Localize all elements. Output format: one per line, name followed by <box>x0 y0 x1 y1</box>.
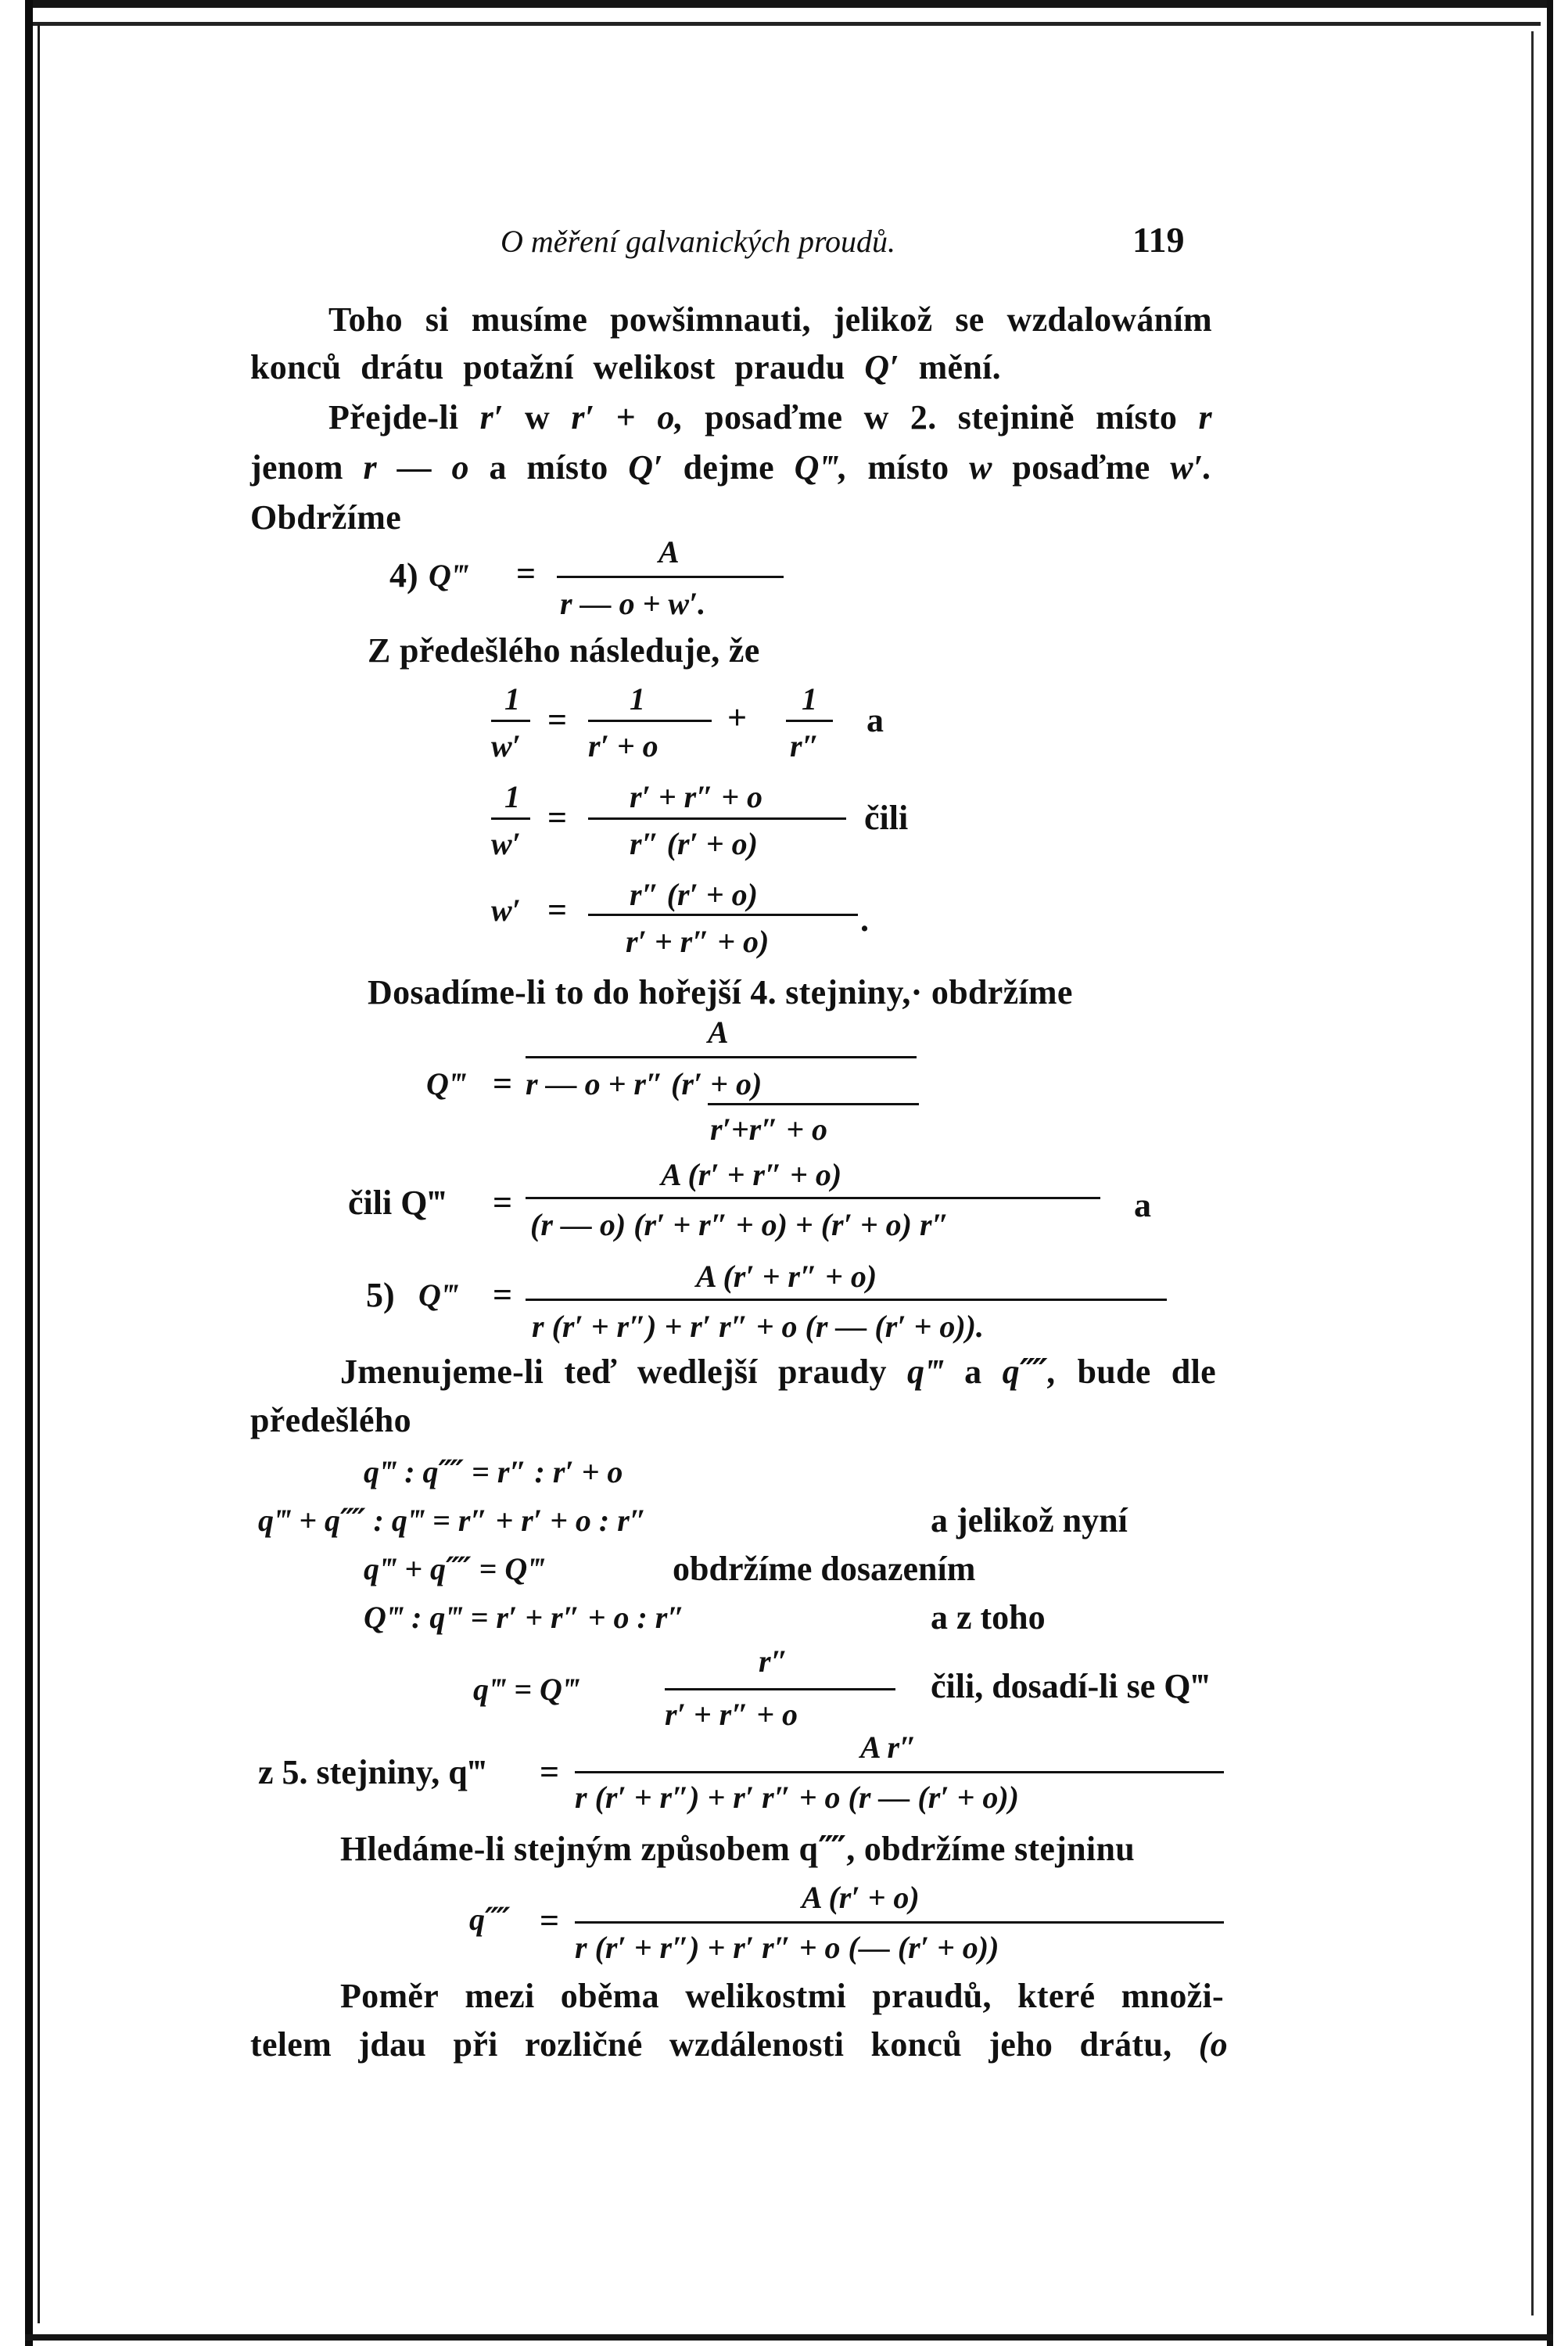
equals-sign: = <box>516 555 536 593</box>
fraction-bar <box>665 1688 895 1690</box>
word: a <box>964 1353 982 1391</box>
equals-sign: = <box>547 799 568 837</box>
math-symbol: — <box>396 448 432 487</box>
fraction-bar <box>786 720 833 722</box>
fraction-numerator: r′ + r″ + o <box>630 779 763 814</box>
math-symbol: Q′ <box>864 348 899 386</box>
word: a <box>489 448 507 487</box>
conjunction-text: a <box>867 701 884 739</box>
fraction-denominator: r — o + r″ (r′ + o) <box>526 1066 762 1101</box>
fraction-numerator: 1 <box>504 681 520 717</box>
fraction-bar <box>526 1197 1100 1199</box>
plus-sign: + <box>727 699 748 737</box>
fraction-bar <box>588 720 712 722</box>
fraction-numerator: r″ <box>759 1644 788 1679</box>
word: jeho <box>989 2025 1053 2064</box>
word: w <box>525 398 551 437</box>
math-symbol: r′ <box>571 398 595 437</box>
punctuation: . <box>860 900 869 939</box>
paragraph-1-line-2 <box>250 347 1001 387</box>
proportion-expression: q‴ + q⁗ = Q‴ <box>364 1551 545 1586</box>
math-symbol: w′. <box>1170 448 1212 487</box>
word: dejme <box>683 448 774 487</box>
fraction-bar <box>526 1056 917 1058</box>
word: místo <box>1096 398 1178 437</box>
equation-lhs: Q‴ <box>429 558 469 593</box>
page-number: 119 <box>1132 220 1185 260</box>
fraction-denominator: r′ + r″ + o) <box>626 924 770 959</box>
word: musíme <box>471 300 588 339</box>
equation-lhs: Q‴ <box>418 1277 459 1313</box>
math-symbol: Q‴, <box>794 448 848 487</box>
equation-lhs: z 5. stejniny, q‴ <box>258 1753 486 1791</box>
word: wzdalowáním <box>1006 300 1212 339</box>
word: wzdálenosti <box>669 2025 845 2064</box>
fraction-numerator: r″ (r′ + o) <box>630 877 758 912</box>
fraction-denominator: (r — o) (r′ + r″ + o) + (r′ + o) r″ <box>530 1207 949 1242</box>
proportion-comment: a z toho <box>931 1598 1046 1636</box>
proportion-expression: q‴ : q⁗ = r″ : r′ + o <box>364 1454 623 1489</box>
word: místo <box>867 448 949 487</box>
equals-sign: = <box>540 1902 560 1940</box>
fraction-numerator: A r″ <box>860 1730 917 1765</box>
conjunction-text: čili <box>864 799 909 837</box>
math-symbol: r′ <box>479 398 504 437</box>
word: powšimnauti, <box>610 300 811 339</box>
word: wedlejší <box>637 1353 758 1391</box>
equals-sign: = <box>547 701 568 739</box>
fraction-bar <box>491 817 530 820</box>
text-z-predesleho: Z předešlého následuje, že <box>368 631 760 670</box>
math-symbol: o <box>451 448 469 487</box>
word: drátu, <box>1079 2025 1172 2064</box>
word: si <box>425 300 449 339</box>
math-symbol: q⁗, <box>1002 1353 1057 1391</box>
text-hledame: Hledáme-li stejným způsobem q⁗, obdržíme stejninu <box>340 1830 1136 1868</box>
fraction-denominator: r″ (r′ + o) <box>630 826 758 861</box>
fraction-numerator: A (r′ + r″ + o) <box>696 1259 877 1294</box>
fraction-numerator: A <box>708 1015 729 1050</box>
fraction-denominator: w′ <box>491 728 521 763</box>
scan-border-right-inner <box>1531 31 1534 2315</box>
word: Přejde-li <box>328 398 459 437</box>
scan-border-left-inner <box>38 23 40 2323</box>
equation-lhs: q‴ = Q‴ <box>473 1672 580 1707</box>
word: konců <box>870 2025 962 2064</box>
word: bude <box>1077 1353 1151 1391</box>
scan-border-bottom <box>25 2334 1553 2341</box>
fraction-denominator: r″ <box>790 728 820 763</box>
equals-sign: = <box>493 1276 513 1314</box>
fraction-bar <box>491 720 530 722</box>
equation-label: 5) <box>366 1276 395 1314</box>
word: telem <box>250 2025 332 2064</box>
word: konců <box>250 348 342 386</box>
word: Poměr <box>340 1977 440 2015</box>
word: praudy <box>778 1353 887 1391</box>
fraction-denominator: r′ + r″ + o <box>665 1697 798 1732</box>
comment-text: čili, dosadí-li se Q‴ <box>931 1667 1210 1705</box>
fraction-denominator: r (r′ + r″) + r′ r″ + o (r — (r′ + o)). <box>532 1309 984 1344</box>
fraction-bar <box>526 1299 1167 1301</box>
math-symbol: + <box>615 398 637 437</box>
paragraph-3-line-1 <box>340 1352 1216 1392</box>
paragraph-2-line-3: Obdržíme <box>250 498 402 537</box>
math-symbol: o, <box>657 398 684 437</box>
math-symbol: r <box>363 448 377 487</box>
proportion-expression: Q‴ : q‴ = r′ + r″ + o : r″ <box>364 1600 685 1635</box>
scan-border-top-inner <box>31 22 1541 26</box>
scan-border-left <box>25 0 33 2346</box>
word: teď <box>564 1353 617 1391</box>
word: místo <box>526 448 608 487</box>
fraction-denominator: r (r′ + r″) + r′ r″ + o (— (r′ + o)) <box>575 1930 999 1965</box>
fraction-numerator: A (r′ + o) <box>802 1880 920 1915</box>
equals-sign: = <box>547 891 568 929</box>
word: w <box>863 398 889 437</box>
inner-fraction-denominator: r′+r″ + o <box>710 1112 828 1147</box>
word: posaďme <box>1012 448 1150 487</box>
fraction-bar <box>557 576 784 578</box>
word: praudu <box>734 348 845 386</box>
word: welikostmi <box>685 1977 847 2015</box>
word: se <box>955 300 985 339</box>
word: praudů, <box>872 1977 992 2015</box>
math-symbol: Q′ <box>628 448 663 487</box>
word: potažní <box>463 348 574 386</box>
conjunction-text: a <box>1134 1186 1151 1224</box>
fraction-denominator: r′ + o <box>588 728 658 763</box>
fraction-denominator: r (r′ + r″) + r′ r″ + o (r — (r′ + o)) <box>575 1780 1019 1815</box>
equation-label: 4) <box>389 556 418 595</box>
word: mezi <box>465 1977 535 2015</box>
proportion-comment: a jelikož nyní <box>931 1501 1128 1539</box>
fraction-bar <box>588 914 858 916</box>
word: rozličné <box>524 2025 643 2064</box>
equation-lhs: čili Q‴ <box>348 1184 447 1222</box>
word: jdau <box>358 2025 427 2064</box>
word: při <box>453 2025 498 2064</box>
math-symbol: (o <box>1198 2025 1228 2064</box>
word: dle <box>1171 1353 1216 1391</box>
word: jenom <box>250 448 343 487</box>
scan-border-top <box>25 0 1553 8</box>
equation-lhs: q⁗ <box>469 1902 511 1937</box>
fraction-bar <box>588 817 846 820</box>
word: Toho <box>328 300 403 339</box>
math-symbol: r <box>1198 398 1212 437</box>
proportion-expression: q‴ + q⁗ : q‴ = r″ + r′ + o : r″ <box>258 1503 647 1538</box>
math-symbol: q‴ <box>906 1353 944 1391</box>
paragraph-4-line-1 <box>340 1976 1224 2016</box>
equation-lhs: w′ <box>491 893 521 928</box>
fraction-numerator: 1 <box>504 779 520 814</box>
paragraph-4-line-2 <box>250 2024 1228 2064</box>
fraction-denominator: w′ <box>491 826 521 861</box>
math-symbol: w <box>969 448 992 487</box>
proportion-comment: obdržíme dosazením <box>673 1550 976 1588</box>
word: jelikož <box>833 300 933 339</box>
equals-sign: = <box>493 1184 513 1222</box>
word: drátu <box>361 348 444 386</box>
fraction-bar <box>575 1921 1224 1924</box>
word: oběma <box>560 1977 659 2015</box>
equals-sign: = <box>540 1753 560 1791</box>
paragraph-1-line-1 <box>328 300 1212 340</box>
paragraph-2-line-1 <box>328 397 1212 437</box>
fraction-bar <box>575 1771 1224 1773</box>
equation-lhs: Q‴ <box>426 1066 467 1101</box>
fraction-numerator: 1 <box>630 681 645 717</box>
word: 2. <box>910 398 937 437</box>
fraction-denominator: r — o + w′. <box>560 586 706 621</box>
fraction-numerator: 1 <box>802 681 817 717</box>
text-dosadime: Dosadíme-li to do hořejší 4. stejniny,· obdržíme <box>368 973 1073 1011</box>
word: mění. <box>918 348 1001 386</box>
inner-fraction-bar <box>708 1103 919 1105</box>
fraction-numerator: A <box>658 534 680 569</box>
fraction-numerator: A (r′ + r″ + o) <box>661 1157 842 1192</box>
paragraph-2-line-2 <box>250 447 1212 487</box>
paragraph-3-line-2: předešlého <box>250 1401 411 1439</box>
equals-sign: = <box>493 1065 513 1103</box>
word: posaďme <box>705 398 843 437</box>
scan-border-right <box>1547 0 1553 2346</box>
word: welikost <box>593 348 716 386</box>
word: stejnině <box>957 398 1075 437</box>
word: množi- <box>1121 1977 1224 2015</box>
running-header: O měření galvanických proudů. <box>501 224 896 259</box>
word: Jmenujeme-li <box>340 1353 544 1391</box>
word: které <box>1017 1977 1096 2015</box>
